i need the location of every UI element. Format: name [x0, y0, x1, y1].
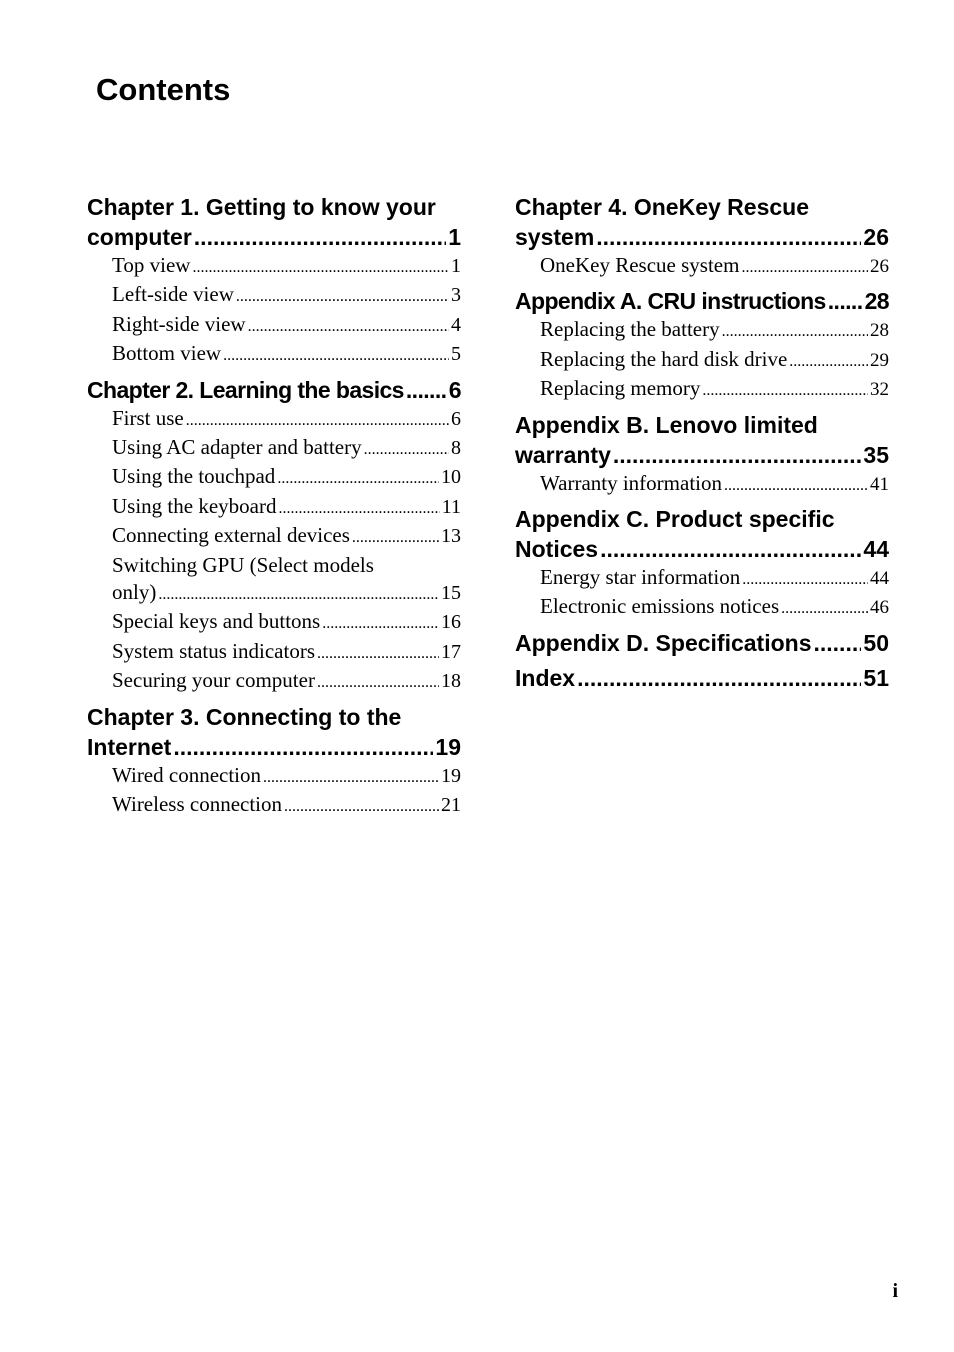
toc-entry-page: 11	[441, 495, 461, 518]
toc-entry-page: 16	[441, 611, 461, 634]
toc-heading-row	[515, 286, 889, 316]
toc-heading-row	[87, 732, 461, 762]
toc-entry-page: 10	[441, 466, 461, 489]
leader-dots	[600, 534, 861, 564]
toc-entry[interactable]	[112, 552, 461, 609]
toc-entry-label: System status indicators	[112, 638, 315, 663]
toc-entry-label: Replacing memory	[540, 376, 701, 401]
toc-subsection-list	[515, 564, 889, 623]
toc-heading-row	[515, 440, 889, 470]
toc-entry-page: 21	[441, 794, 461, 817]
toc-entry-page: 32	[870, 379, 889, 401]
toc-heading-label: Appendix D. Specifications	[515, 629, 812, 656]
toc-entry[interactable]	[112, 608, 461, 637]
toc-left-column	[87, 192, 461, 821]
toc-entry-page: 13	[441, 525, 461, 548]
toc-subsection-list	[87, 405, 461, 697]
toc-entry-label: Using the touchpad	[112, 464, 276, 489]
toc-subsection-list	[87, 252, 461, 370]
toc-entry-page: 4	[451, 313, 461, 336]
leader-dots	[724, 472, 868, 499]
toc-entry-label: Wired connection	[112, 762, 262, 787]
toc-entry[interactable]	[540, 252, 889, 281]
toc-entry-label-line: Switching GPU (Select models	[112, 552, 374, 577]
toc-heading-row	[87, 222, 461, 252]
leader-dots	[263, 764, 439, 791]
toc-entry[interactable]	[540, 593, 889, 622]
toc-appendix-a[interactable]	[515, 286, 889, 316]
toc-entry-label: Using the keyboard	[112, 493, 277, 518]
leader-dots	[828, 286, 863, 316]
toc-entry-page: 19	[441, 764, 461, 787]
toc-entry-page: 26	[870, 256, 889, 277]
toc-heading-label: Internet	[87, 733, 172, 760]
toc-entry[interactable]	[540, 346, 889, 375]
leader-dots	[158, 581, 439, 608]
toc-page-number: 1	[448, 224, 461, 250]
leader-dots	[789, 348, 868, 375]
toc-chapter-3[interactable]	[87, 702, 461, 762]
leader-dots	[192, 254, 449, 281]
toc-entry[interactable]	[112, 762, 461, 791]
toc-page-number: 35	[863, 441, 889, 468]
toc-entry-page: 46	[870, 597, 889, 619]
toc-appendix-b[interactable]	[515, 410, 889, 470]
leader-dots	[814, 628, 862, 658]
toc-entry[interactable]	[112, 340, 461, 369]
toc-entry-label: Wireless connection	[112, 792, 283, 817]
leader-dots	[248, 313, 449, 340]
toc-entry-page: 6	[451, 407, 461, 430]
toc-right-column	[515, 192, 889, 693]
toc-entry[interactable]	[112, 405, 461, 434]
toc-entry-page: 44	[870, 568, 889, 590]
leader-dots	[322, 610, 439, 637]
toc-entry-label: OneKey Rescue system	[540, 253, 740, 277]
toc-entry-page: 3	[451, 284, 461, 307]
toc-heading-line: Appendix C. Product specific	[515, 506, 835, 533]
toc-appendix-c[interactable]	[515, 504, 889, 564]
toc-heading-line: Chapter 4. OneKey Rescue	[515, 194, 810, 220]
toc-entry-label: Warranty information	[540, 470, 722, 495]
toc-page-number: 6	[448, 376, 461, 403]
page-title: Contents	[96, 72, 231, 107]
leader-dots	[742, 566, 868, 593]
leader-dots	[173, 732, 433, 762]
leader-dots	[702, 377, 868, 404]
leader-dots	[596, 222, 861, 252]
leader-dots	[364, 436, 449, 463]
toc-chapter-4[interactable]	[515, 192, 889, 252]
toc-entry-page: 15	[441, 582, 461, 605]
leader-dots	[577, 663, 861, 693]
toc-entry-label: only)	[112, 580, 157, 605]
toc-entry[interactable]	[540, 470, 889, 499]
toc-entry[interactable]	[112, 463, 461, 492]
toc-entry[interactable]	[112, 311, 461, 340]
toc-heading-row	[515, 628, 889, 658]
toc-entry[interactable]	[112, 281, 461, 310]
toc-heading-row	[515, 663, 889, 693]
toc-heading-line: Appendix B. Lenovo limited	[515, 411, 818, 438]
toc-heading-label: Chapter 2. Learning the basics	[87, 376, 404, 403]
leader-dots	[352, 524, 439, 551]
toc-chapter-2[interactable]	[87, 375, 461, 405]
toc-entry-page: 5	[451, 343, 461, 366]
toc-entry-label: Bottom view	[112, 341, 222, 366]
toc-entry-label: Top view	[112, 253, 191, 277]
leader-dots	[223, 342, 449, 369]
toc-entry[interactable]	[112, 638, 461, 667]
toc-appendix-d[interactable]	[515, 628, 889, 658]
toc-heading-label: Notices	[515, 536, 599, 563]
toc-page-number: 44	[863, 536, 889, 563]
toc-heading-label: computer	[87, 224, 192, 250]
toc-heading-label: system	[515, 224, 595, 250]
toc-page-number: 28	[864, 288, 889, 315]
toc-heading-line: Chapter 3. Connecting to the	[87, 703, 402, 730]
leader-dots	[722, 318, 868, 345]
toc-heading-row	[515, 222, 889, 252]
toc-entry[interactable]	[112, 791, 461, 820]
leader-dots	[236, 283, 449, 310]
toc-entry-label: Right-side view	[112, 311, 246, 336]
leader-dots	[613, 440, 862, 470]
toc-entry[interactable]	[112, 667, 461, 696]
toc-entry-label: Securing your computer	[112, 668, 315, 693]
toc-entry-label: First use	[112, 405, 184, 430]
toc-heading-line: Chapter 1. Getting to know your	[87, 194, 436, 220]
leader-dots	[741, 254, 868, 281]
toc-page-number: 19	[435, 733, 461, 760]
toc-entry[interactable]	[112, 252, 461, 281]
toc-entry-page: 17	[441, 640, 461, 663]
page-number-folio: i	[892, 1280, 898, 1302]
toc-heading-label: warranty	[515, 441, 611, 468]
toc-heading-label: Appendix A. CRU instructions	[515, 288, 826, 315]
toc-entry-label: Energy star information	[540, 565, 741, 590]
toc-page-number: 50	[863, 629, 889, 656]
leader-dots	[317, 640, 439, 667]
toc-entry-page: 1	[451, 255, 461, 277]
toc-heading-row	[87, 375, 461, 405]
toc-subsection-list	[515, 470, 889, 499]
toc-entry[interactable]	[112, 434, 461, 463]
leader-dots	[284, 793, 439, 820]
toc-entry-page: 41	[870, 473, 889, 495]
toc-subsection-list	[515, 316, 889, 404]
toc-index[interactable]	[515, 663, 889, 693]
toc-entry[interactable]	[540, 564, 889, 593]
leader-dots	[186, 407, 449, 434]
toc-entry[interactable]	[540, 316, 889, 345]
toc-entry-page: 18	[441, 670, 461, 693]
toc-entry-label: Special keys and buttons	[112, 609, 321, 634]
toc-entry-row	[112, 579, 461, 608]
toc-entry-page: 8	[451, 437, 461, 460]
toc-entry-page: 28	[870, 320, 889, 342]
toc-entry-label: Replacing the hard disk drive	[540, 346, 788, 371]
toc-entry-label: Using AC adapter and battery	[112, 435, 362, 460]
toc-entry-label: Connecting external devices	[112, 523, 350, 548]
toc-heading-row	[515, 534, 889, 564]
toc-entry-label: Electronic emissions notices	[540, 594, 780, 619]
leader-dots	[317, 669, 439, 696]
leader-dots	[278, 495, 439, 522]
toc-chapter-1[interactable]	[87, 192, 461, 252]
toc-entry[interactable]	[540, 375, 889, 404]
toc-entry[interactable]	[112, 493, 461, 522]
leader-dots	[406, 375, 447, 405]
toc-page-number: 51	[863, 664, 889, 691]
toc-subsection-list	[87, 762, 461, 821]
toc-entry[interactable]	[112, 522, 461, 551]
leader-dots	[277, 465, 439, 492]
toc-heading-label: Index	[515, 664, 576, 691]
toc-page-number: 26	[863, 224, 889, 250]
toc-entry-label: Left-side view	[112, 282, 234, 307]
toc-entry-label: Replacing the battery	[540, 317, 720, 342]
leader-dots	[781, 595, 868, 622]
toc-entry-page: 29	[870, 349, 889, 371]
leader-dots	[194, 222, 446, 252]
toc-subsection-list	[515, 252, 889, 281]
